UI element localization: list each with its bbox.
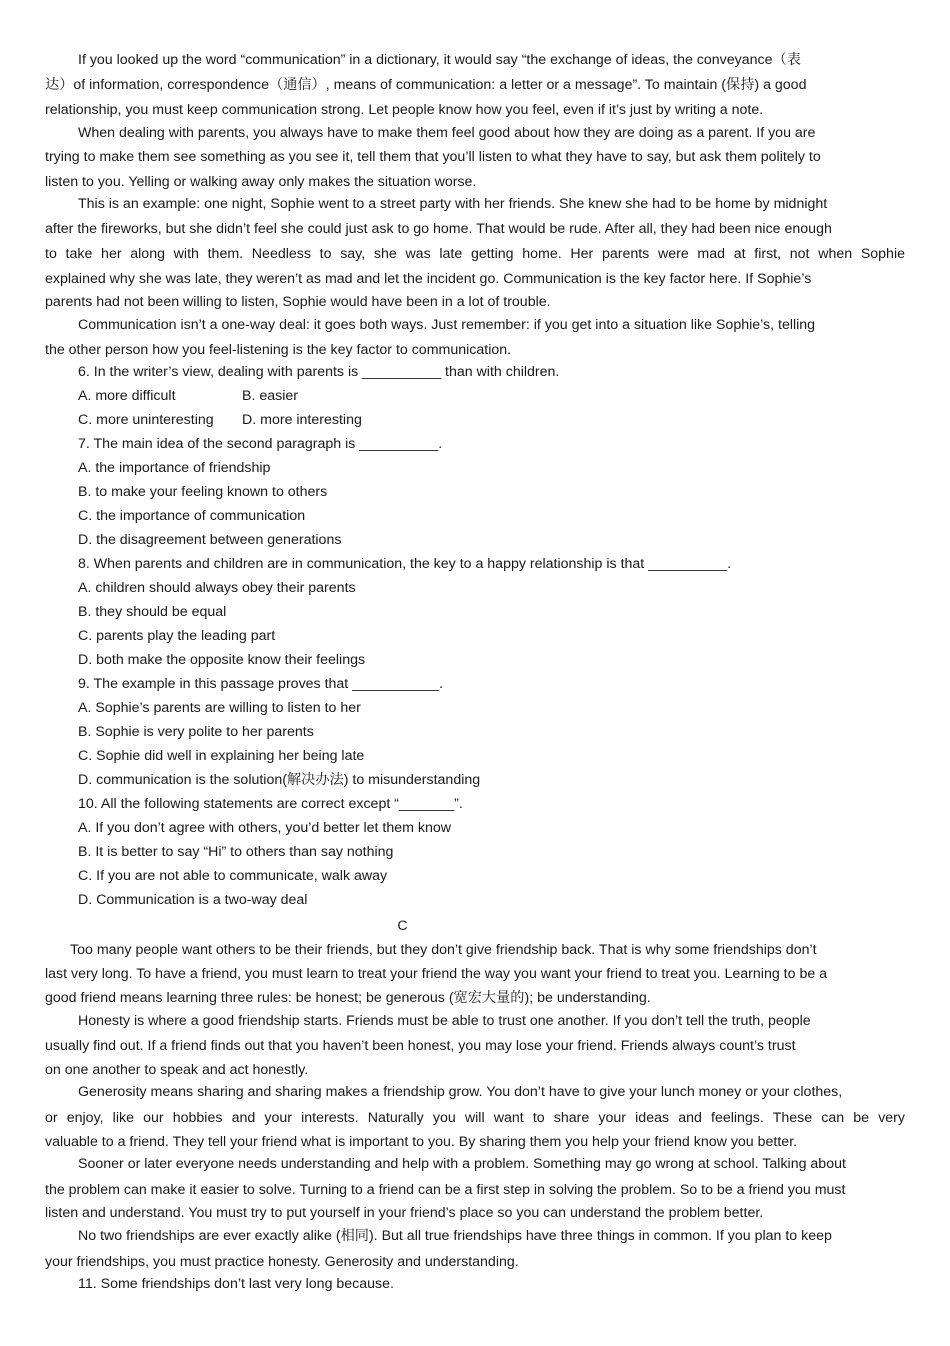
- answer-option: C. the importance of communication: [78, 508, 306, 524]
- answer-option: D. both make the opposite know their feelings: [78, 652, 366, 668]
- paragraph-line: to take her along with them. Needless to say, she was late getting home. Her parents were mad at first, not when Sophie: [45, 246, 905, 262]
- paragraph-line: When dealing with parents, you always have to make them feel good about how they are doing as a parent. If you are: [78, 125, 816, 141]
- answer-option: B. It is better to say “Hi” to others than say nothing: [78, 844, 394, 860]
- paragraph-line: Communication isn’t a one-way deal: it goes both ways. Just remember: if you get into a situation like Sophie’s, telling: [78, 317, 816, 333]
- paragraph-line: explained why she was late, they weren’t as mad and let the incident go. Communication is the key factor here. If Sophie’s: [45, 271, 812, 287]
- paragraph-line: relationship, you must keep communication strong. Let people know how you feel, even if it’s just by writing a note.: [45, 102, 764, 118]
- paragraph-line: valuable to a friend. They tell your friend what is important to you. By sharing them you help your friend know you better.: [45, 1134, 798, 1150]
- paragraph-line: good friend means learning three rules: be honest; be generous (宽宏大量的); be understanding.: [45, 990, 651, 1006]
- question-stem: 6. In the writer’s view, dealing with parents is __________ than with children.: [78, 364, 560, 380]
- answer-option: D. the disagreement between generations: [78, 532, 342, 548]
- answer-option: A. more difficult: [78, 388, 176, 404]
- paragraph-line: the problem can make it easier to solve. Turning to a friend can be a first step in solving the problem. So to be a friend you must: [45, 1182, 846, 1198]
- answer-option: B. to make your feeling known to others: [78, 484, 328, 500]
- answer-option: A. If you don’t agree with others, you’d better let them know: [78, 820, 452, 836]
- paragraph-line: or enjoy, like our hobbies and your interests. Naturally you will want to share your ideas and feelings. These can be very: [45, 1110, 905, 1126]
- answer-option: D. communication is the solution(解决办法) to misunderstanding: [78, 772, 481, 788]
- paragraph-line: parents had not been willing to listen, Sophie would have been in a lot of trouble.: [45, 294, 551, 310]
- paragraph-line: your friendships, you must practice honesty. Generosity and understanding.: [45, 1254, 519, 1270]
- answer-option: D. Communication is a two-way deal: [78, 892, 308, 908]
- paragraph-line: 达）of information, correspondence（通信）, means of communication: a letter or a message”. To maintain (保持) a good: [45, 77, 807, 93]
- question-stem: 9. The example in this passage proves that ___________.: [78, 676, 443, 692]
- paragraph-line: trying to make them see something as you see it, tell them that you’ll listen to what they have to say, but ask them politely to: [45, 149, 821, 165]
- paragraph-line: Honesty is where a good friendship starts. Friends must be able to trust one another. If you don’t tell the truth, people: [78, 1013, 811, 1029]
- answer-option: B. they should be equal: [78, 604, 227, 620]
- section-heading: C: [397, 918, 408, 934]
- answer-option: A. children should always obey their parents: [78, 580, 356, 596]
- paragraph-line: If you looked up the word “communication” in a dictionary, it would say “the exchange of ideas, the conveyance（表: [78, 52, 801, 68]
- paragraph-line: listen and understand. You must try to put yourself in your friend’s place so you can understand the problem better.: [45, 1205, 764, 1221]
- answer-option: A. Sophie’s parents are willing to listen to her: [78, 700, 361, 716]
- answer-option: A. the importance of friendship: [78, 460, 271, 476]
- paragraph-line: Sooner or later everyone needs understanding and help with a problem. Something may go wrong at school. Talking about: [78, 1156, 846, 1172]
- answer-option: C. more uninteresting: [78, 412, 214, 428]
- question-stem: 7. The main idea of the second paragraph is __________.: [78, 436, 443, 452]
- answer-option: B. Sophie is very polite to her parents: [78, 724, 314, 740]
- paragraph-line: on one another to speak and act honestly.: [45, 1062, 309, 1078]
- question-stem: 11. Some friendships don’t last very long because.: [78, 1276, 394, 1292]
- paragraph-line: the other person how you feel-listening is the key factor to communication.: [45, 342, 512, 358]
- answer-option: C. parents play the leading part: [78, 628, 276, 644]
- paragraph-line: This is an example: one night, Sophie went to a street party with her friends. She knew she had to be home by midnight: [78, 196, 828, 212]
- answer-option: D. more interesting: [242, 412, 362, 428]
- question-stem: 8. When parents and children are in communication, the key to a happy relationship is that __________.: [78, 556, 732, 572]
- paragraph-line: No two friendships are ever exactly alike (相同). But all true friendships have three things in common. If you plan to keep: [78, 1228, 832, 1244]
- answer-option: C. If you are not able to communicate, walk away: [78, 868, 388, 884]
- paragraph-line: usually find out. If a friend finds out that you haven’t been honest, you may lose your friend. Friends always count’s trust: [45, 1038, 796, 1054]
- question-stem: 10. All the following statements are correct except “_______”.: [78, 796, 463, 812]
- paragraph-line: last very long. To have a friend, you must learn to treat your friend the way you want your friend to treat you. Learning to be a: [45, 966, 828, 982]
- paragraph-line: Too many people want others to be their friends, but they don’t give friendship back. That is why some friendships don’t: [70, 942, 817, 958]
- paragraph-line: after the fireworks, but she didn’t feel she could just ask to go home. That would be rude. After all, they had been nice enough: [45, 221, 832, 237]
- answer-option: B. easier: [242, 388, 298, 404]
- paragraph-line: listen to you. Yelling or walking away only makes the situation worse.: [45, 174, 477, 190]
- answer-option: C. Sophie did well in explaining her being late: [78, 748, 365, 764]
- paragraph-line: Generosity means sharing and sharing makes a friendship grow. You don’t have to give your lunch money or your clothes,: [78, 1084, 843, 1100]
